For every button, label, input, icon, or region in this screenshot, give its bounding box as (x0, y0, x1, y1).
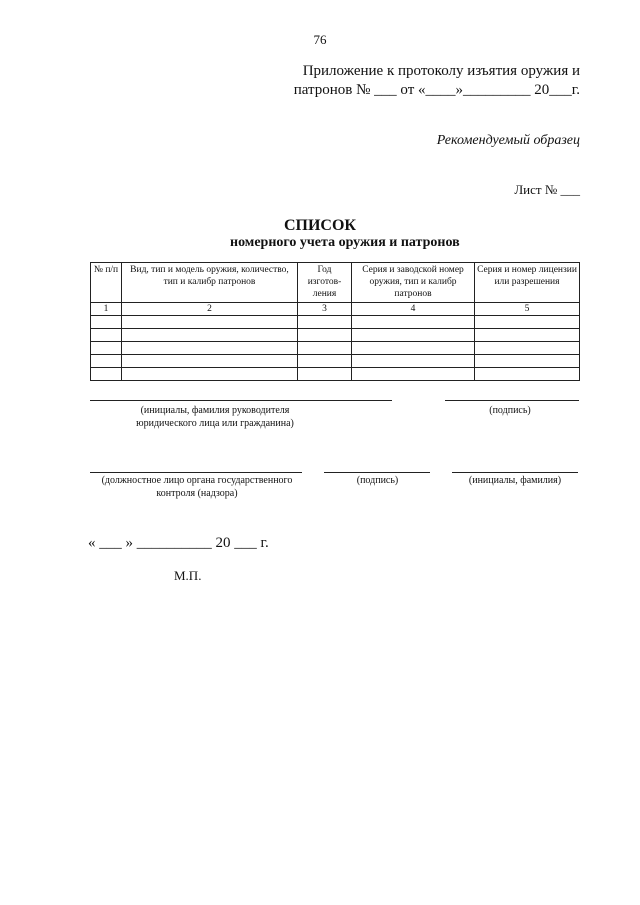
table-row (91, 355, 580, 368)
column-number: 5 (475, 303, 580, 316)
column-number-row (91, 303, 580, 316)
table-cell[interactable] (475, 329, 580, 342)
table-cell[interactable] (91, 342, 122, 355)
table-cell[interactable] (352, 368, 475, 381)
table-row (91, 342, 580, 355)
table-cell[interactable] (298, 355, 352, 368)
appendix-line-1: Приложение к протоколу изъятия оружия и (302, 63, 580, 79)
header-cell: № п/п (91, 263, 122, 303)
document-subtitle: номерного учета оружия и патронов (230, 235, 460, 250)
sheet-number-label: Лист № ___ (514, 182, 580, 197)
initials-caption: (инициалы, фамилия) (468, 475, 562, 486)
column-number: 3 (298, 303, 352, 316)
column-number: 2 (122, 303, 298, 316)
table-cell[interactable] (122, 329, 298, 342)
initials-line[interactable] (452, 472, 578, 473)
head-name-caption: (инициалы, фамилия руководителя юридического лица или гражданина) (136, 405, 294, 429)
table-cell[interactable] (352, 316, 475, 329)
table-cell[interactable] (352, 329, 475, 342)
appendix-line-2: патронов № ___ от «____»_________ 20___г. (293, 82, 580, 98)
table-cell[interactable] (122, 368, 298, 381)
table-row (91, 368, 580, 381)
head-name-line[interactable] (90, 400, 392, 401)
table-cell[interactable] (352, 355, 475, 368)
signature-line-1[interactable] (445, 400, 579, 401)
appendix-heading (294, 62, 580, 100)
table-cell[interactable] (298, 342, 352, 355)
table-cell[interactable] (91, 368, 122, 381)
table-cell[interactable] (122, 316, 298, 329)
table-row (91, 329, 580, 342)
table-cell[interactable] (122, 355, 298, 368)
table-row (91, 316, 580, 329)
weapons-table (90, 262, 580, 381)
table-cell[interactable] (91, 316, 122, 329)
official-line[interactable] (90, 472, 302, 473)
page-number: 76 (313, 32, 327, 47)
header-cell: Год изготов-ления (298, 263, 352, 303)
table-cell[interactable] (91, 355, 122, 368)
official-caption: (должностное лицо органа государственного контроля (надзора) (101, 475, 293, 499)
date-line: « ___ » __________ 20 ___ г. (88, 535, 269, 551)
table-cell[interactable] (475, 342, 580, 355)
table-cell[interactable] (475, 368, 580, 381)
signature-line-2[interactable] (324, 472, 430, 473)
table-cell[interactable] (298, 368, 352, 381)
table-cell[interactable] (475, 355, 580, 368)
column-number: 1 (91, 303, 122, 316)
stamp-place: М.П. (174, 568, 202, 583)
table-cell[interactable] (91, 329, 122, 342)
header-cell: Серия и заводской номер оружия, тип и калибр патронов (352, 263, 475, 303)
table-header-row (91, 263, 580, 303)
table-cell[interactable] (475, 316, 580, 329)
header-cell: Вид, тип и модель оружия, количество, тип и калибр патронов (122, 263, 298, 303)
table-cell[interactable] (352, 342, 475, 355)
document-title: СПИСОК (283, 217, 357, 234)
column-number: 4 (352, 303, 475, 316)
table-cell[interactable] (122, 342, 298, 355)
table-cell[interactable] (298, 316, 352, 329)
table-cell[interactable] (298, 329, 352, 342)
recommended-sample-label: Рекомендуемый образец (436, 133, 580, 148)
signature-caption-1: (подпись) (489, 405, 531, 416)
header-cell: Серия и номер лицензии или разрешения (475, 263, 580, 303)
signature-caption-2: (подпись) (356, 475, 399, 486)
